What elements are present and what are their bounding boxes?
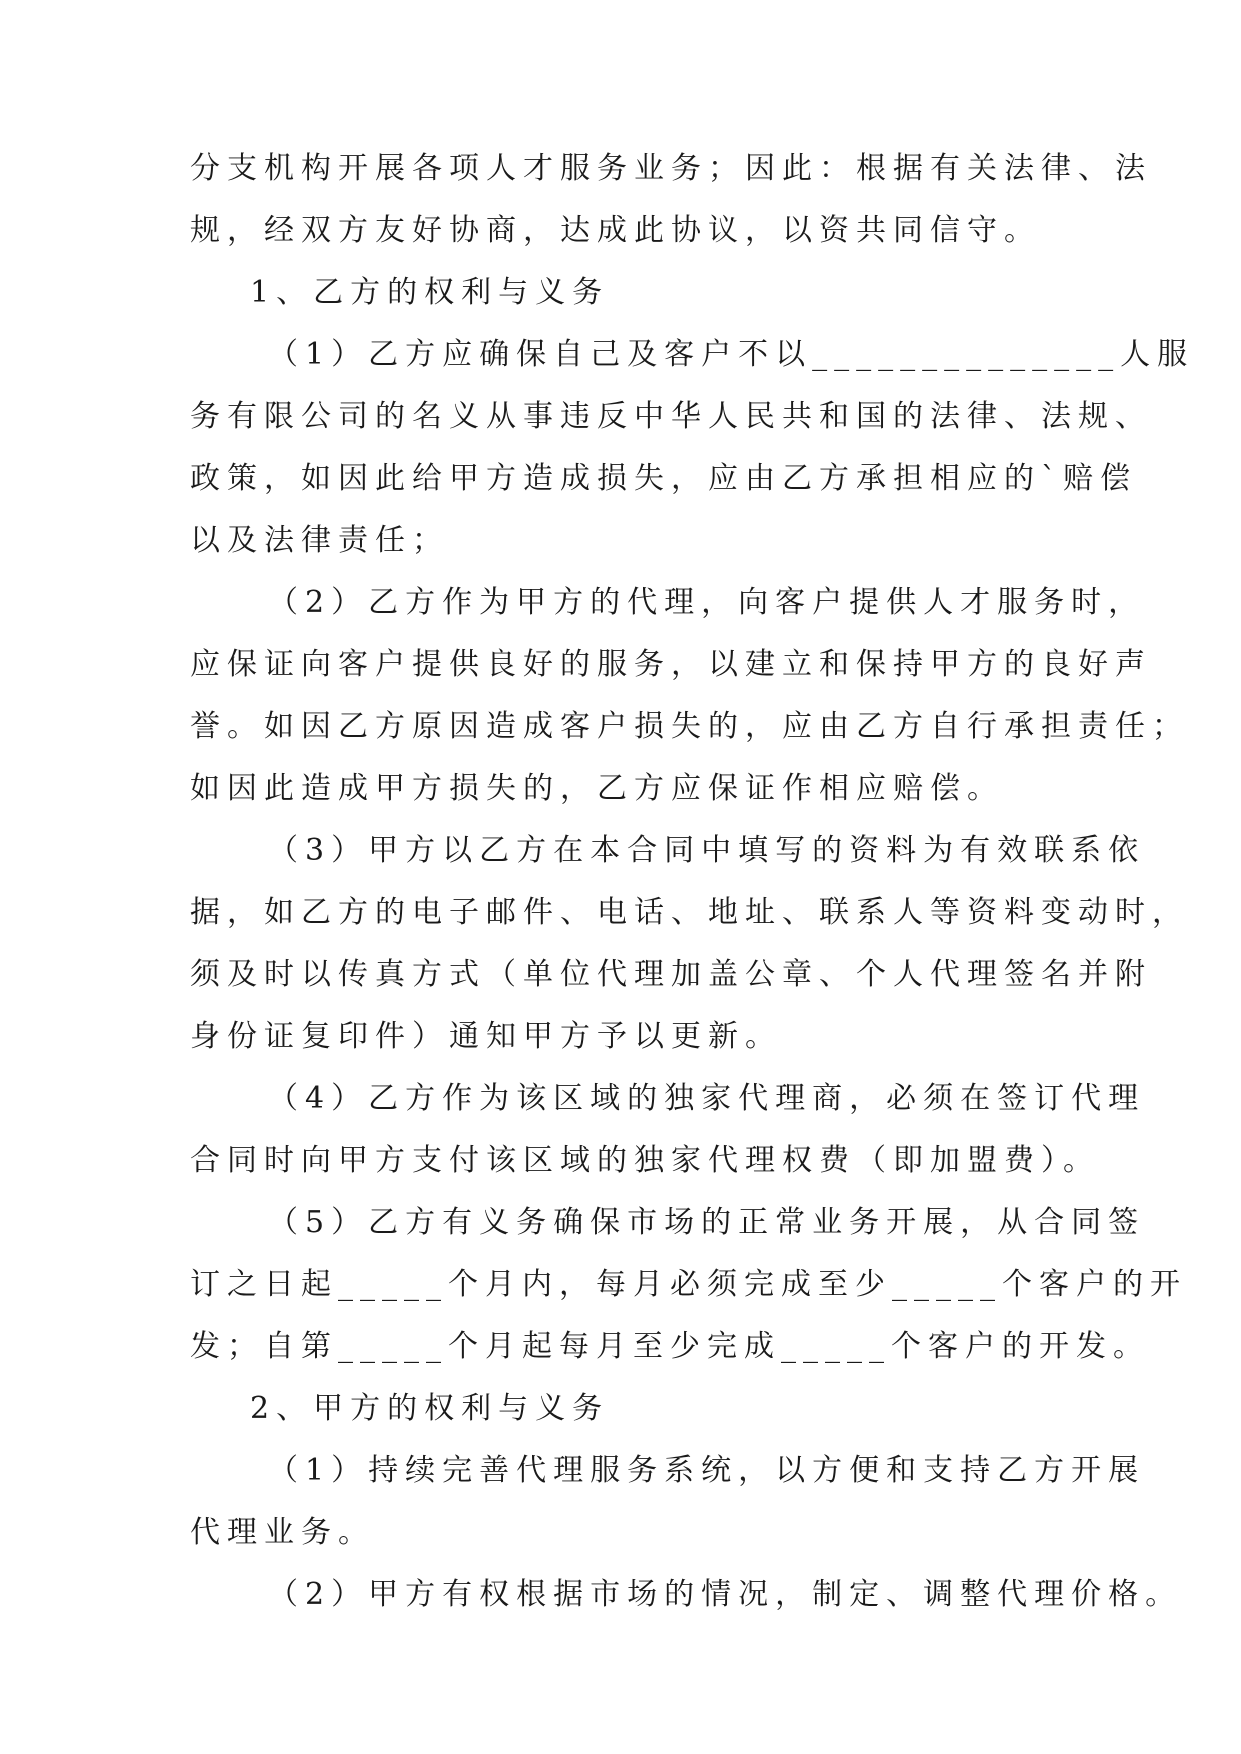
section-heading: 2、甲方的权利与义务 [250,1391,610,1426]
text-line: （2）乙方作为甲方的代理，向客户提供人才服务时， [268,585,1146,620]
text-line: 应保证向客户提供良好的服务，以建立和保持甲方的良好声 [190,647,1152,682]
text-line: 代理业务。 [190,1515,375,1550]
text-line: （3）甲方以乙方在本合同中填写的资料为有效联系依 [268,833,1146,868]
section-heading: 1、乙方的权利与义务 [250,275,610,310]
text-line: 据，如乙方的电子邮件、电话、地址、联系人等资料变动时， [190,895,1189,930]
text-line: 发；自第_____个月起每月至少完成_____个客户的开发。 [190,1329,1150,1364]
text-line: 分支机构开展各项人才服务业务；因此：根据有关法律、法 [190,151,1152,186]
text-line: 务有限公司的名义从事违反中华人民共和国的法律、法规、 [190,399,1152,434]
text-line: （1）乙方应确保自己及客户不以______________人服 [268,337,1195,372]
text-line: 订之日起_____个月内，每月必须完成至少_____个客户的开 [190,1267,1187,1302]
text-line: （2）甲方有权根据市场的情况，制定、调整代理价格。 [268,1577,1183,1612]
text-line: （4）乙方作为该区域的独家代理商，必须在签订代理 [268,1081,1146,1116]
text-line: 须及时以传真方式（单位代理加盖公章、个人代理签名并附 [190,957,1152,992]
text-line: 身份证复印件）通知甲方予以更新。 [190,1019,782,1054]
text-line: 合同时向甲方支付该区域的独家代理权费（即加盟费）。 [190,1143,1100,1178]
text-line: （5）乙方有义务确保市场的正常业务开展，从合同签 [268,1205,1146,1240]
text-line: 如因此造成甲方损失的，乙方应保证作相应赔偿。 [190,771,1004,806]
text-line: 誉。如因乙方原因造成客户损失的，应由乙方自行承担责任； [190,709,1189,744]
text-line: 规，经双方友好协商，达成此协议，以资共同信守。 [190,213,1041,248]
text-line: （1）持续完善代理服务系统，以方便和支持乙方开展 [268,1453,1146,1488]
text-line: 以及法律责任； [190,523,449,558]
text-line: 政策，如因此给甲方造成损失，应由乙方承担相应的`赔偿 [190,461,1137,496]
